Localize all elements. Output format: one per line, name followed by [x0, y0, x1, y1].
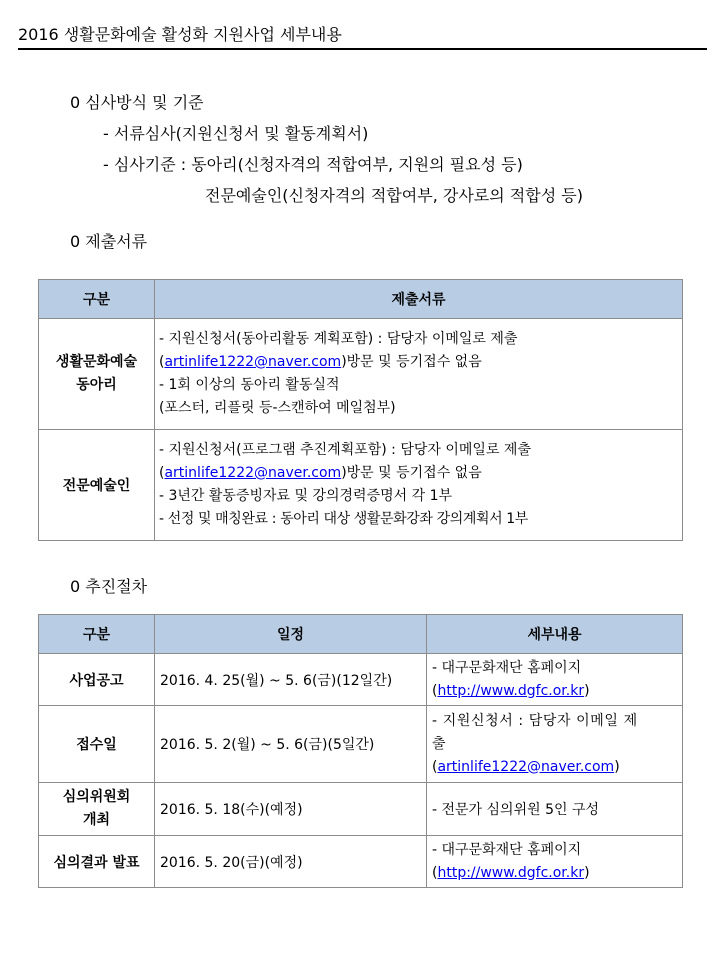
- stage-cell: 사업공고: [39, 654, 155, 706]
- review-criteria-2: 전문예술인(신청자격의 적합여부, 강사로의 적합성 등): [205, 186, 583, 205]
- email-link[interactable]: artinlife1222@naver.com: [437, 758, 615, 775]
- homepage-link[interactable]: http://www.dgfc.or.kr: [437, 682, 585, 699]
- header-divider: [18, 48, 707, 50]
- documents-table: [38, 279, 683, 541]
- detail-cell: - 대구문화재단 홈페이지 (http://www.dgfc.or.kr): [427, 654, 683, 706]
- homepage-link[interactable]: http://www.dgfc.or.kr: [437, 864, 585, 881]
- col-header-documents: 제출서류: [155, 280, 683, 319]
- date-cell: 2016. 4. 25(월) ~ 5. 6(금)(12일간): [155, 654, 427, 706]
- review-criteria-1: - 심사기준 : 동아리(신청자격의 적합여부, 지원의 필요성 등): [103, 155, 523, 174]
- table-row: [39, 430, 683, 541]
- documents-header-row: [39, 280, 683, 319]
- table-row: [39, 319, 683, 430]
- category-cell: 생활문화예술 동아리: [39, 319, 155, 430]
- review-method: - 서류심사(지원신청서 및 활동계획서): [103, 124, 369, 143]
- page-header: 2016 생활문화예술 활성화 지원사업 세부내용: [18, 25, 342, 44]
- procedure-table: [38, 614, 683, 888]
- stage-cell: 접수일: [39, 706, 155, 783]
- table-row: [39, 836, 683, 888]
- col-header-detail: 세부내용: [427, 615, 683, 654]
- col-header-stage: 구분: [39, 615, 155, 654]
- stage-cell: 심의위원회 개최: [39, 783, 155, 836]
- table-row: [39, 654, 683, 706]
- detail-cell: - 대구문화재단 홈페이지 (http://www.dgfc.or.kr): [427, 836, 683, 888]
- procedure-header-row: [39, 615, 683, 654]
- table-row: [39, 706, 683, 783]
- date-cell: 2016. 5. 20(금)(예정): [155, 836, 427, 888]
- category-cell: 전문예술인: [39, 430, 155, 541]
- documents-cell: - 지원신청서(동아리활동 계획포함) : 담당자 이메일로 제출 (artinlife1222@naver.com)방문 및 등기접수 없음 - 1회 이상의 동아리 활동실적 (포스터, 리플릿 등-스캔하여 메일첨부): [155, 319, 683, 430]
- email-link[interactable]: artinlife1222@naver.com: [164, 465, 342, 481]
- detail-cell: - 전문가 심의위원 5인 구성: [427, 783, 683, 836]
- date-cell: 2016. 5. 2(월) ~ 5. 6(금)(5일간): [155, 706, 427, 783]
- col-header-category: 구분: [39, 280, 155, 319]
- detail-cell: - 지원신청서 : 담당자 이메일 제 출 (artinlife1222@naver.com): [427, 706, 683, 783]
- table-row: [39, 783, 683, 836]
- col-header-schedule: 일정: [155, 615, 427, 654]
- documents-heading: 0 제출서류: [70, 232, 148, 251]
- email-link[interactable]: artinlife1222@naver.com: [164, 354, 342, 370]
- procedure-heading: 0 추진절차: [70, 577, 148, 596]
- stage-cell: 심의결과 발표: [39, 836, 155, 888]
- documents-cell: - 지원신청서(프로그램 추진계획포함) : 담당자 이메일로 제출 (artinlife1222@naver.com)방문 및 등기접수 없음 - 3년간 활동증빙자료 및 강의경력증명서 각 1부 - 선정 및 매칭완료 : 동아리 대상 생활문화강좌 강의계획서 1부: [155, 430, 683, 541]
- review-heading: 0 심사방식 및 기준: [70, 93, 204, 112]
- date-cell: 2016. 5. 18(수)(예정): [155, 783, 427, 836]
